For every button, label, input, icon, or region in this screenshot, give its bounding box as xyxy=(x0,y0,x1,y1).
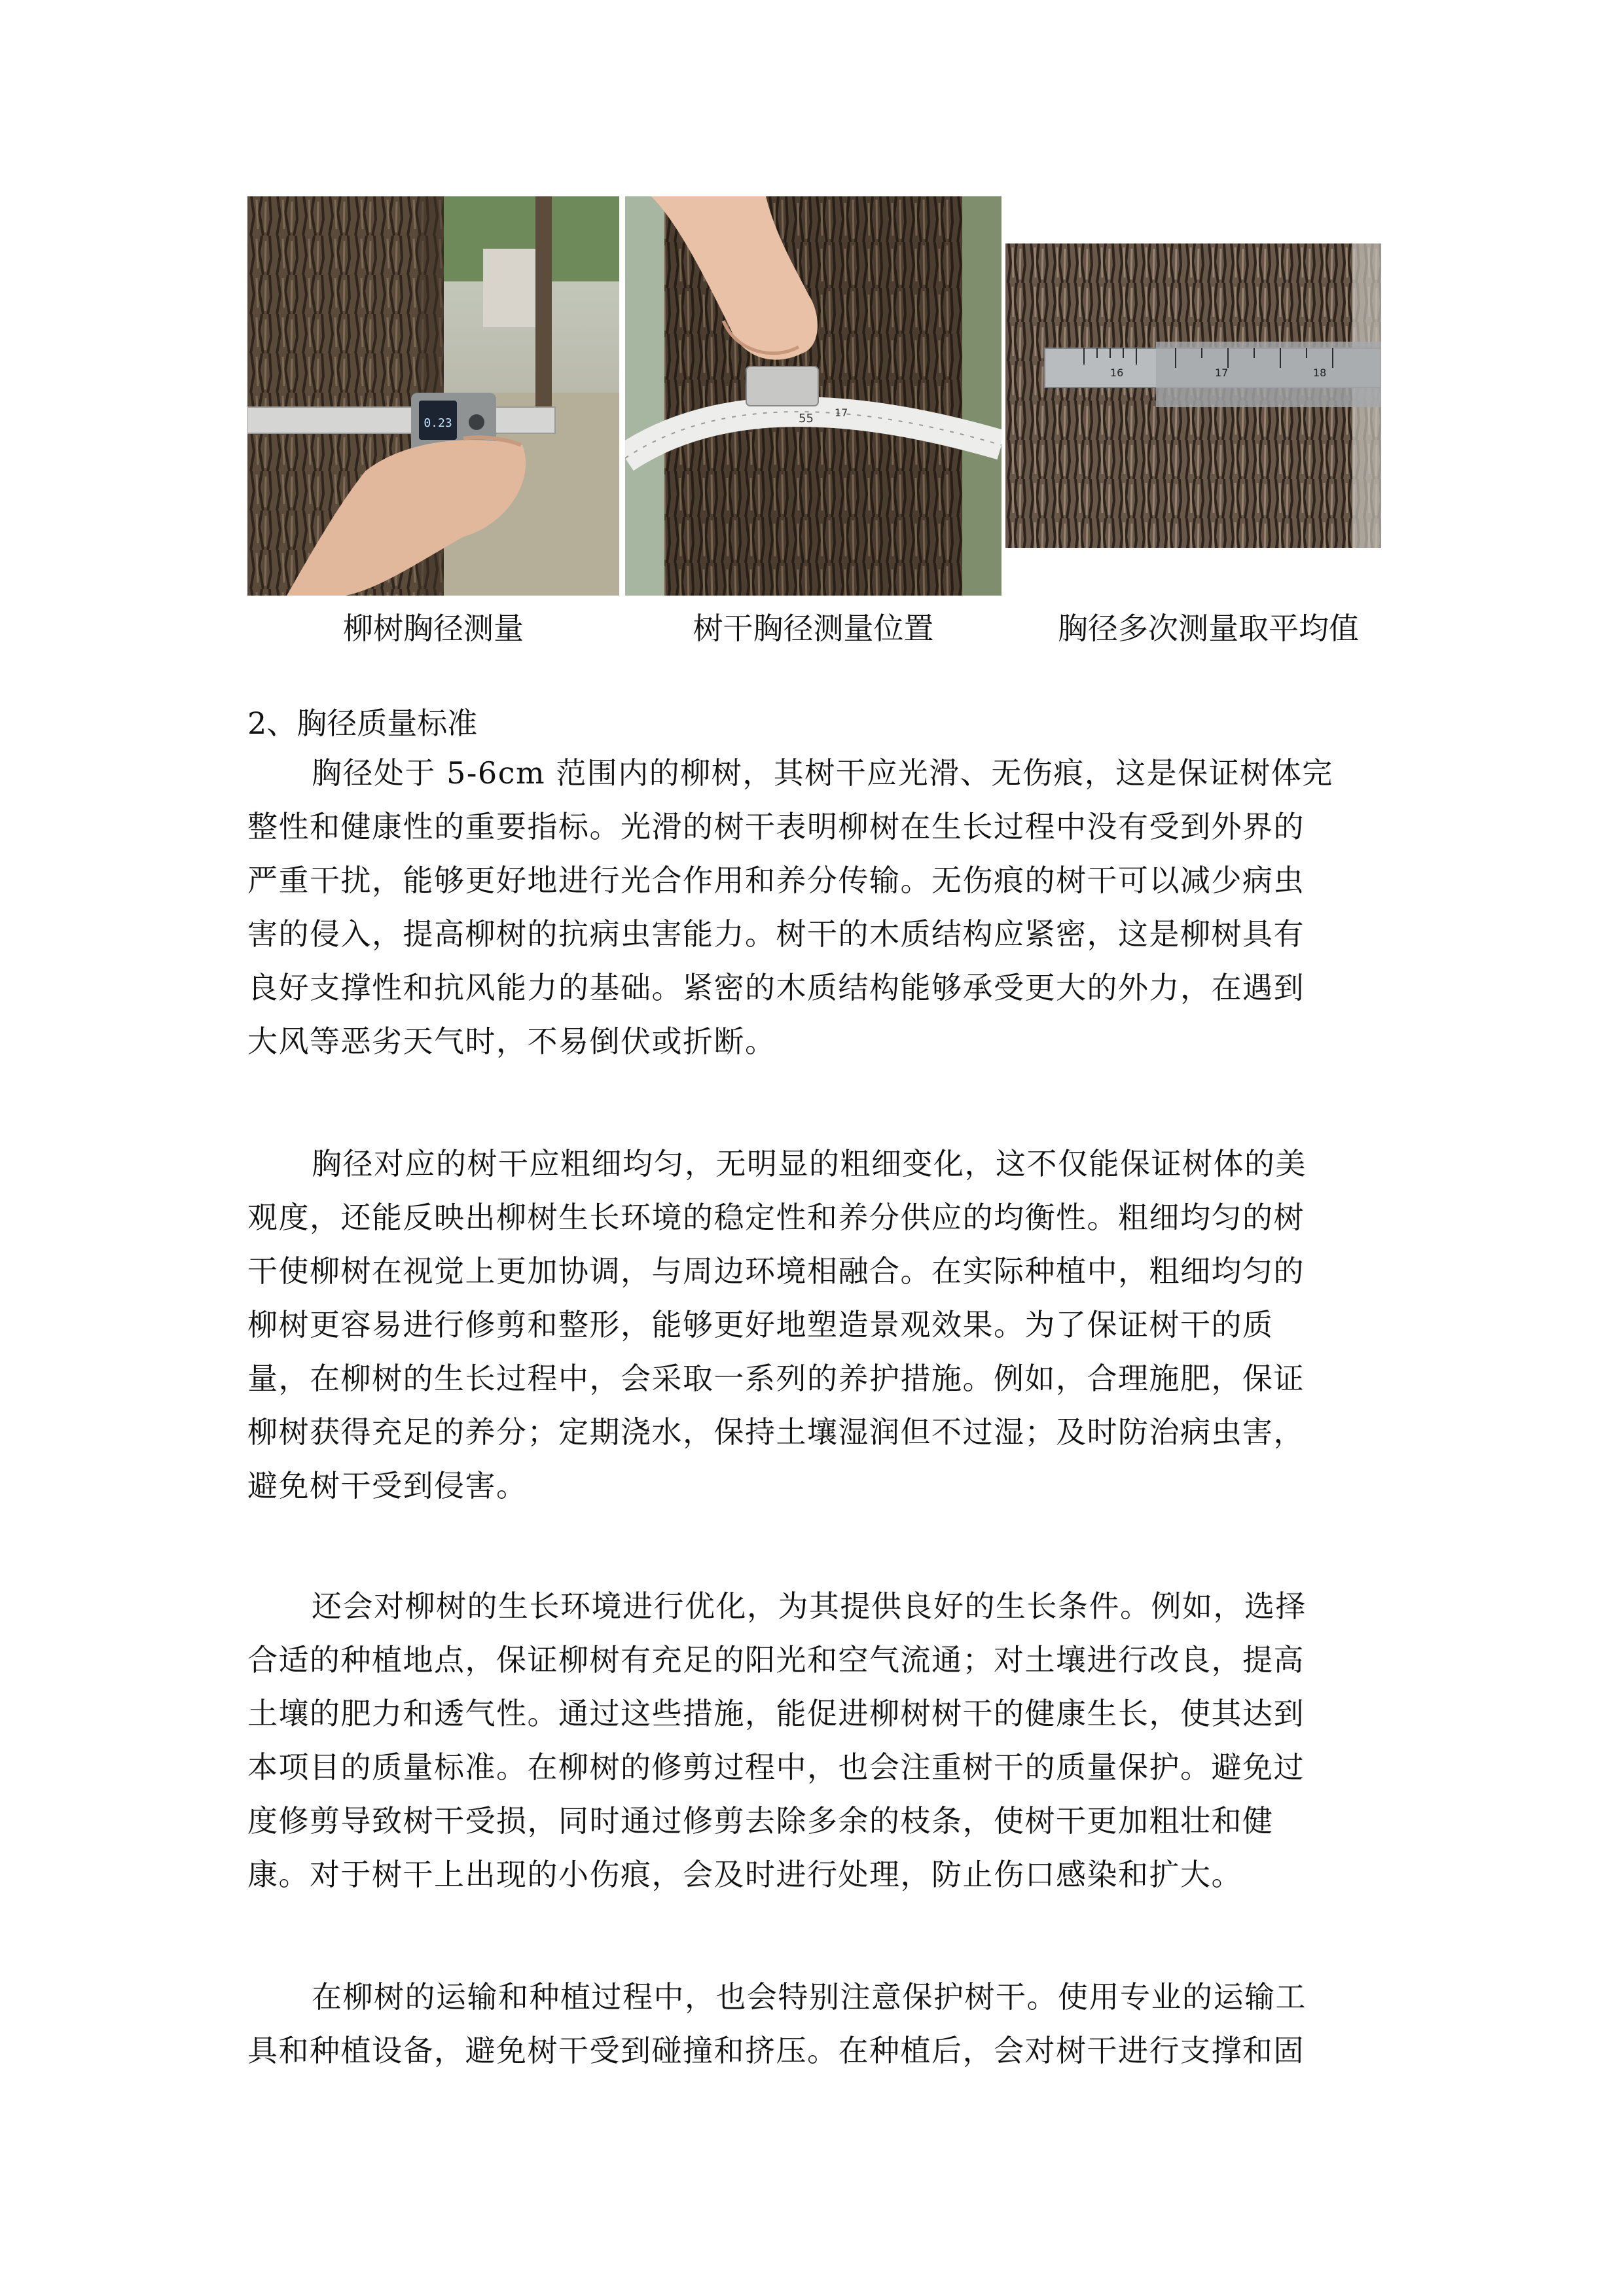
paragraph-line: 度修剪导致树干受损，同时通过修剪去除多余的枝条，使树干更加粗壮和健 xyxy=(247,1803,1274,1839)
photo-3-image xyxy=(1005,243,1381,548)
body-paragraph-4 xyxy=(247,1970,1380,2077)
ruler-mark-label: 18 xyxy=(1313,367,1327,379)
paragraph-line: 大风等恶劣天气时，不易倒伏或折断。 xyxy=(247,1024,776,1059)
body-paragraph-2 xyxy=(247,1137,1380,1513)
paragraph-line: 具和种植设备，避免树干受到碰撞和挤压。在种植后，会对树干进行支撑和固 xyxy=(247,2033,1305,2068)
paragraph-line: 合适的种植地点，保证柳树有充足的阳光和空气流通；对土壤进行改良，提高 xyxy=(247,1642,1305,1677)
paragraph-line: 严重干扰，能够更好地进行光合作用和养分传输。无伤痕的树干可以减少病虫 xyxy=(247,863,1305,898)
photo-2-image xyxy=(625,196,1001,596)
figure-caption-1: 柳树胸径测量 xyxy=(343,611,524,646)
paragraph-line: 干使柳树在视觉上更加协调，与周边环境相融合。在实际种植中，粗细均匀的 xyxy=(247,1253,1305,1289)
paragraph-line: 观度，还能反映出柳树生长环境的稳定性和养分供应的均衡性。粗细均匀的树 xyxy=(247,1200,1305,1235)
section-heading: 2、胸径质量标准 xyxy=(247,706,478,741)
paragraph-line: 土壤的肥力和透气性。通过这些措施，能促进柳树树干的健康生长，使其达到 xyxy=(247,1696,1305,1731)
ruler-mark-label: 16 xyxy=(1110,367,1124,379)
paragraph-line: 整性和健康性的重要指标。光滑的树干表明柳树在生长过程中没有受到外界的 xyxy=(247,809,1305,844)
body-paragraph-3 xyxy=(247,1579,1380,1901)
paragraph-line: 在柳树的运输和种植过程中，也会特别注意保护树干。使用专业的运输工 xyxy=(312,1979,1307,2015)
paragraph-line: 本项目的质量标准。在柳树的修剪过程中，也会注重树干的质量保护。避免过 xyxy=(247,1749,1305,1785)
figure-caption-3: 胸径多次测量取平均值 xyxy=(1058,611,1359,646)
paragraph-line: 还会对柳树的生长环境进行优化，为其提供良好的生长条件。例如，选择 xyxy=(312,1588,1307,1624)
paragraph-line: 避免树干受到侵害。 xyxy=(247,1468,528,1503)
tape-mark-label: 17 xyxy=(835,406,848,419)
willow-dbh-measurement-photo xyxy=(247,196,619,596)
paragraph-line: 胸径对应的树干应粗细均匀，无明显的粗细变化，这不仅能保证树体的美 xyxy=(312,1146,1307,1181)
paragraph-line: 良好支撑性和抗风能力的基础。紧密的木质结构能够承受更大的外力，在遇到 xyxy=(247,970,1305,1005)
trunk-dbh-position-photo xyxy=(625,196,1001,596)
paragraph-line: 害的侵入，提高柳树的抗病虫害能力。树干的木质结构应紧密，这是柳树具有 xyxy=(247,916,1305,952)
paragraph-line: 胸径处于 5-6cm 范围内的柳树，其树干应光滑、无伤痕，这是保证树体完 xyxy=(312,755,1333,791)
multiple-measurement-photo xyxy=(1005,243,1381,548)
paragraph-line: 柳树更容易进行修剪和整形，能够更好地塑造景观效果。为了保证树干的质 xyxy=(247,1307,1274,1342)
tape-mark-label: 55 xyxy=(799,412,814,425)
body-paragraph-1 xyxy=(247,746,1380,1068)
device-display-readout: 0.23 xyxy=(424,416,452,430)
paragraph-line: 康。对于树干上出现的小伤痕，会及时进行处理，防止伤口感染和扩大。 xyxy=(247,1857,1242,1892)
photo-1-image xyxy=(247,196,619,596)
ruler-mark-label: 17 xyxy=(1215,367,1229,379)
figure-caption-2: 树干胸径测量位置 xyxy=(693,611,934,646)
paragraph-line: 柳树获得充足的养分；定期浇水，保持土壤湿润但不过湿；及时防治病虫害， xyxy=(247,1414,1305,1450)
paragraph-line: 量，在柳树的生长过程中，会采取一系列的养护措施。例如，合理施肥，保证 xyxy=(247,1361,1305,1396)
